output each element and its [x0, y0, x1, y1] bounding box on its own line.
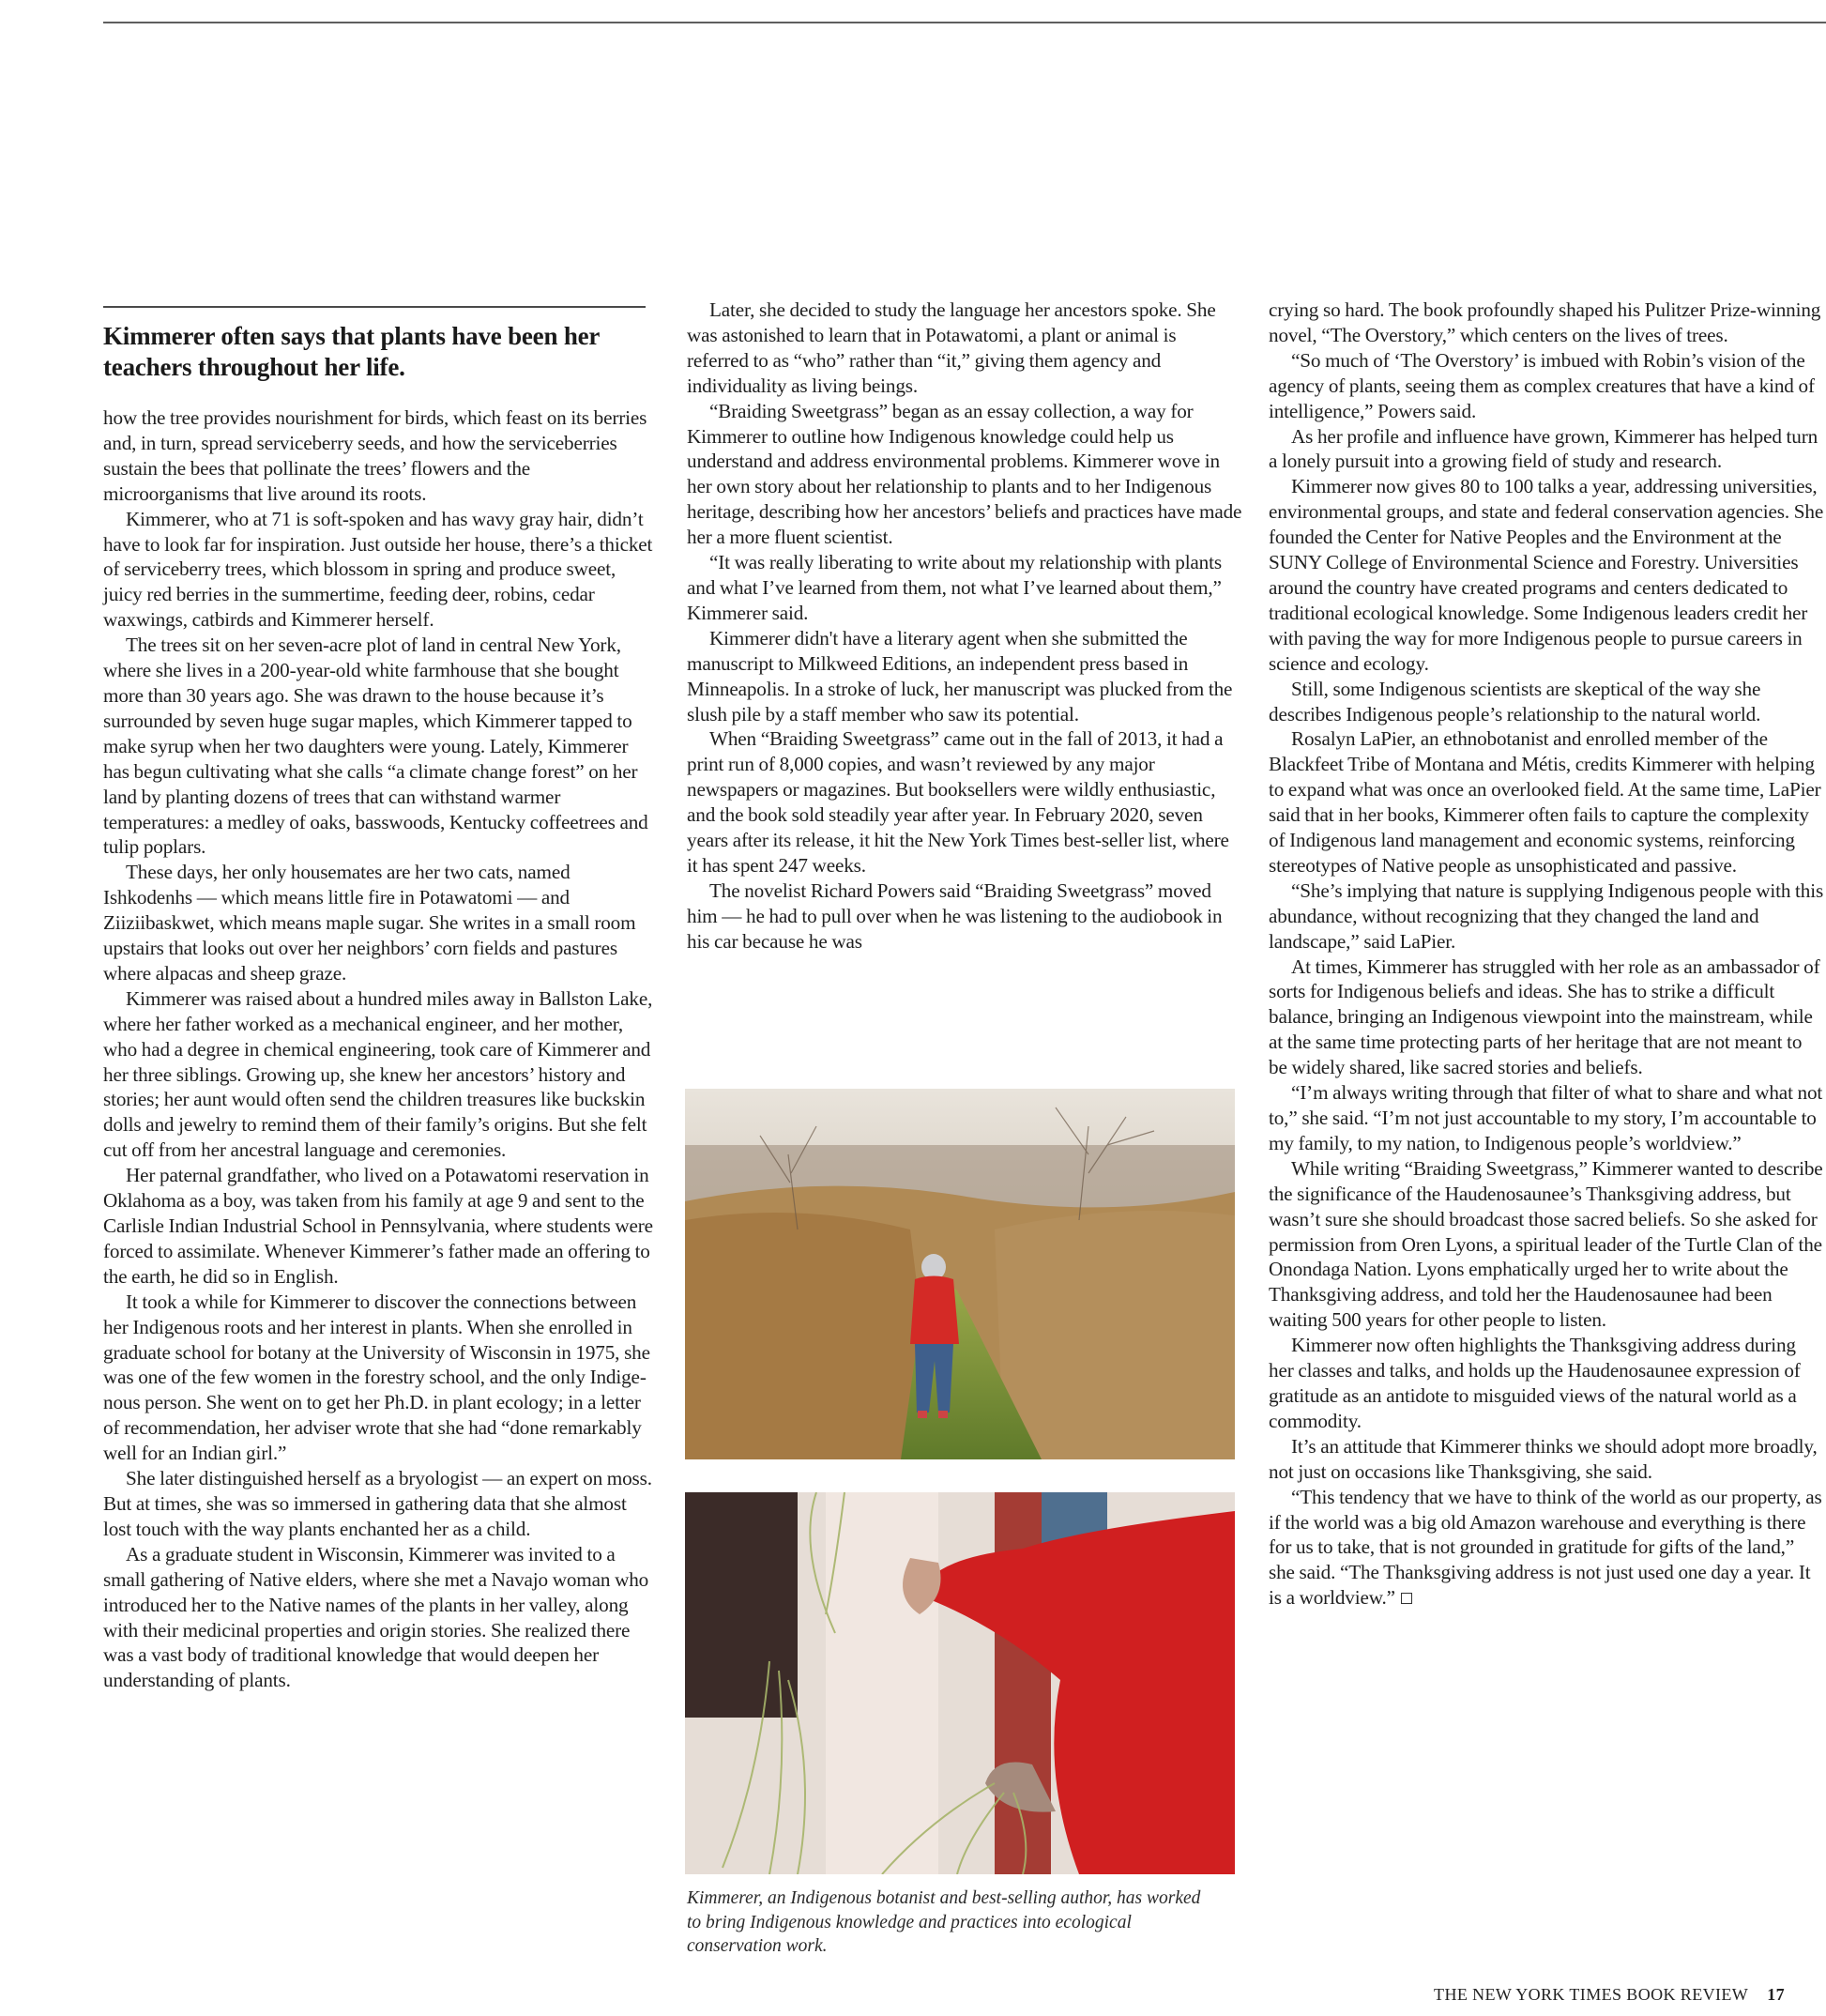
page-number: 17 — [1767, 1985, 1785, 2004]
paragraph: Kimmerer didn't have a literary agent when she submitted the manuscript to Milkweed Editions, an independent press based in Minneapolis. In a stroke of luck, her manuscript was plucked from the slush pile by a staff member who saw its potential. — [687, 626, 1233, 725]
meadow-photo-illustration — [685, 1089, 1235, 1459]
paragraph: “Braiding Sweetgrass” began as an essay collection, a way for Kimmerer to outline how Indigenous knowledge could help us understand and address environmental problems. Kimmerer wove in her own story about her relationship to plants and to her Indigenous heritage, describing how her ancestors’ beliefs and practices have made her a more fluent scientist. — [687, 399, 1242, 549]
paragraph: Her paternal grandfather, who lived on a Potawatomi reservation in Oklahoma as a boy, was taken from his family at age 9 and sent to the Carlisle Indian Industrial School in Pennsylvania, where students were forced to assimilate. Whenever Kimmerer’s father made an offering to the earth, he did so in English. — [103, 1164, 653, 1288]
sweetgrass-photo-illustration — [685, 1492, 1235, 1874]
paragraph: “It was really liberating to write about my relationship with plants and what I’ve learned from them, not what I’ve learned about them,” Kimmerer said. — [687, 551, 1222, 624]
pull-quote: Kimmerer often says that plants have been her teachers throughout her life. — [103, 322, 600, 381]
paragraph: It took a while for Kimmerer to discover the connections between her Indigenous roots and her interest in plants. When she enrolled in graduate school for botany at the University of Wisconsin in 1975, she was one of the few women in the forestry school, and the only Indigenous person. She went on to get her Ph.D. in plant ecology; in a letter of recommendation, her adviser wrote that she had “done remarkably well for an Indian girl.” — [103, 1290, 650, 1465]
paragraph: The trees sit on her seven-acre plot of land in central New York, where she lives in a 200-year-old white farmhouse that she bought more than 30 years ago. She was drawn to the house because it’s surrounded by seven huge sugar maples, which Kimmerer tapped to make syrup when her two daughters were young. Lately, Kimmerer has begun cultivating what she calls “a climate change forest” on her land by planting dozens of trees that can withstand warmer temperatures: a medley of oaks, basswoods, Kentucky coffeetrees and tulip poplars. — [103, 634, 648, 859]
paragraph: As a graduate student in Wisconsin, Kimmerer was invited to a small gathering of Native elders, where she met a Navajo woman who introduced her to the Native names of the plants in her valley, along with their medicinal properties and origin stories. She realized there was a vast body of traditional knowledge that would deepen her understanding of plants. — [103, 1542, 649, 1692]
paragraph: While writing “Braiding Sweetgrass,” Kimmerer wanted to describe the significance of the Haudenosaunee’s Thanksgiving address, but wasn’t sure she should broadcast those sacred beliefs. So she asked for permission from Oren Lyons, a spiritual leader of the Turtle Clan of the Onondaga Nation. Lyons emphatically urged her to write about the Thanksgiving address, and told her the Haudenosaunee had been waiting 500 years for other people to listen. — [1269, 1156, 1823, 1332]
paragraph: Kimmerer now gives 80 to 100 talks a year, addressing universities, environmental groups, and state and federal conservation agencies. She founded the Center for Native Peoples and the Environment at the SUNY College of Environmental Science and Forestry. Universities around the country have created programs and centers dedicated to traditional ecological knowledge. Some Indigenous leaders credit her with paving the way for more Indigenous people to pursue careers in science and ecology. — [1269, 475, 1824, 675]
column-2-text — [687, 298, 1242, 955]
page-footer — [1434, 1985, 1785, 2005]
paragraph: Later, she decided to study the language her ancestors spoke. She was astonished to learn that in Potawatomi, a plant or animal is referred to as “who” rather than “it,” giving them agency and individuality as living beings. — [687, 298, 1216, 397]
photo-meadow-walk — [685, 1089, 1235, 1459]
paragraph: Rosalyn LaPier, an ethnobotanist and enrolled member of the Blackfeet Tribe of Montana and Métis, credits Kimmerer with helping to expand what was once an overlooked field. At the same time, LaPier said that in her books, Kimmerer often fails to capture the complexity of Indigenous land management and economic systems, reinforcing stereotypes of Native people as unsophisticated and passive. — [1269, 727, 1821, 877]
paragraph: “I’m always writing through that filter of what to share and what not to,” she said. “I’m not just accountable to my story, I’m accountable to my family, to my nation, to Indigenous people’s worldview.” — [1269, 1081, 1823, 1154]
paragraph: These days, her only housemates are her two cats, named Ishkodenhs — which means little fire in Potawatomi — and Ziiziibaskwet, which means maple sugar. She writes in a small room upstairs that looks out over her neighbors’ corn fields and pastures where alpacas and sheep graze. — [103, 861, 636, 985]
column-1-text — [103, 405, 657, 1693]
top-rule — [103, 22, 1826, 23]
paragraph: crying so hard. The book profoundly shaped his Pulitzer Prize-winning novel, “The Overstory,” which centers on the lives of trees. — [1269, 298, 1821, 346]
end-of-article-square-icon — [1401, 1593, 1412, 1604]
column-3-text — [1269, 298, 1824, 1611]
paragraph: It’s an attitude that Kimmerer thinks we should adopt more broadly, not just on occasions like Thanksgiving, she said. — [1269, 1434, 1818, 1483]
paragraph: Kimmerer now often highlights the Thanksgiving address during her classes and talks, and holds up the Haudenosaunee expression of gratitude as an antidote to misguided views of the natural world as a commodity. — [1269, 1334, 1801, 1432]
paragraph: “She’s implying that nature is supplying Indigenous people with this abundance, without recognizing that they changed the land and landscape,” said LaPier. — [1269, 878, 1824, 953]
paragraph: how the tree provides nourishment for birds, which feast on its berries and, in turn, spread serviceberry seeds, and how the serviceberries sustain the bees that pollinate the trees’ flowers and the microorganisms that live around its roots. — [103, 406, 647, 505]
publication-name: THE NEW YORK TIMES BOOK REVIEW — [1434, 1985, 1749, 2004]
paragraph: Still, some Indigenous scientists are skeptical of the way she describes Indigenous people’s relationship to the natural world. — [1269, 677, 1761, 725]
pull-quote-rule — [103, 306, 646, 308]
paragraph: The novelist Richard Powers said “Braiding Sweetgrass” moved him — he had to pull over when he was listening to the audiobook in his car because he was — [687, 878, 1223, 953]
paragraph: When “Braiding Sweetgrass” came out in the fall of 2013, it had a print run of 8,000 copies, and wasn’t reviewed by any major newspapers or magazines. But booksellers were wildly enthusiastic, and the book sold steadily year after year. In February 2020, seven years after its release, it hit the New York Times best-seller list, where it has spent 247 weeks. — [687, 727, 1229, 877]
paragraph: Kimmerer, who at 71 is soft-spoken and has wavy gray hair, didn’t have to look far for inspiration. Just outside her house, there’s a thicket of serviceberry trees, which blossom in spring and produce sweet, juicy red berries in the summertime, feeding deer, robins, cedar waxwings, catbirds and Kimmerer herself. — [103, 507, 653, 632]
last-paragraph — [1269, 1485, 1824, 1611]
paragraph: As her profile and influence have grown, Kimmerer has helped turn a lonely pursuit into a growing field of study and research. — [1269, 424, 1818, 473]
paragraph: She later distinguished herself as a bryologist — an expert on moss. But at times, she was so immersed in gathering data that she almost lost touch with the way plants enchanted her as a child. — [103, 1467, 652, 1540]
paragraph: “So much of ‘The Overstory’ is imbued with Robin’s vision of the agency of plants, seeing them as complex creatures that have a kind of intelligence,” Powers said. — [1269, 348, 1815, 422]
photo-braiding-sweetgrass — [685, 1492, 1235, 1874]
paragraph-text: “This tendency that we have to think of the world as our property, as if the world was a big old Amazon warehouse and everything is there for us to take, that is not grounded in gratitude for gifts of the land,” she said. “The Thanksgiving address is not just used one day a year. It is a worldview.” — [1269, 1485, 1822, 1610]
paragraph: Kimmerer was raised about a hundred miles away in Ballston Lake, where her father worked as a mechanical engineer, and her mother, who had a degree in chemical engineering, took care of Kimmerer and her three siblings. Growing up, she knew her ancestors’ history and stories; her aunt would often send the children treasures like buckskin dolls and jewelry to remind them of their family’s origins. But she felt cut off from her ancestral language and ceremonies. — [103, 986, 653, 1162]
photo-caption: Kimmerer, an Indigenous botanist and best-selling author, has worked to bring Indigenous knowledge and practices into ecological conservation work. — [687, 1888, 1201, 1956]
paragraph: At times, Kimmerer has struggled with her role as an ambassador of sorts for Indigenous beliefs and ideas. She has to strike a difficult balance, bringing an Indigenous viewpoint into the mainstream, while at the same time protecting parts of her heritage that are not meant to be widely shared, like sacred stories and beliefs. — [1269, 955, 1820, 1079]
